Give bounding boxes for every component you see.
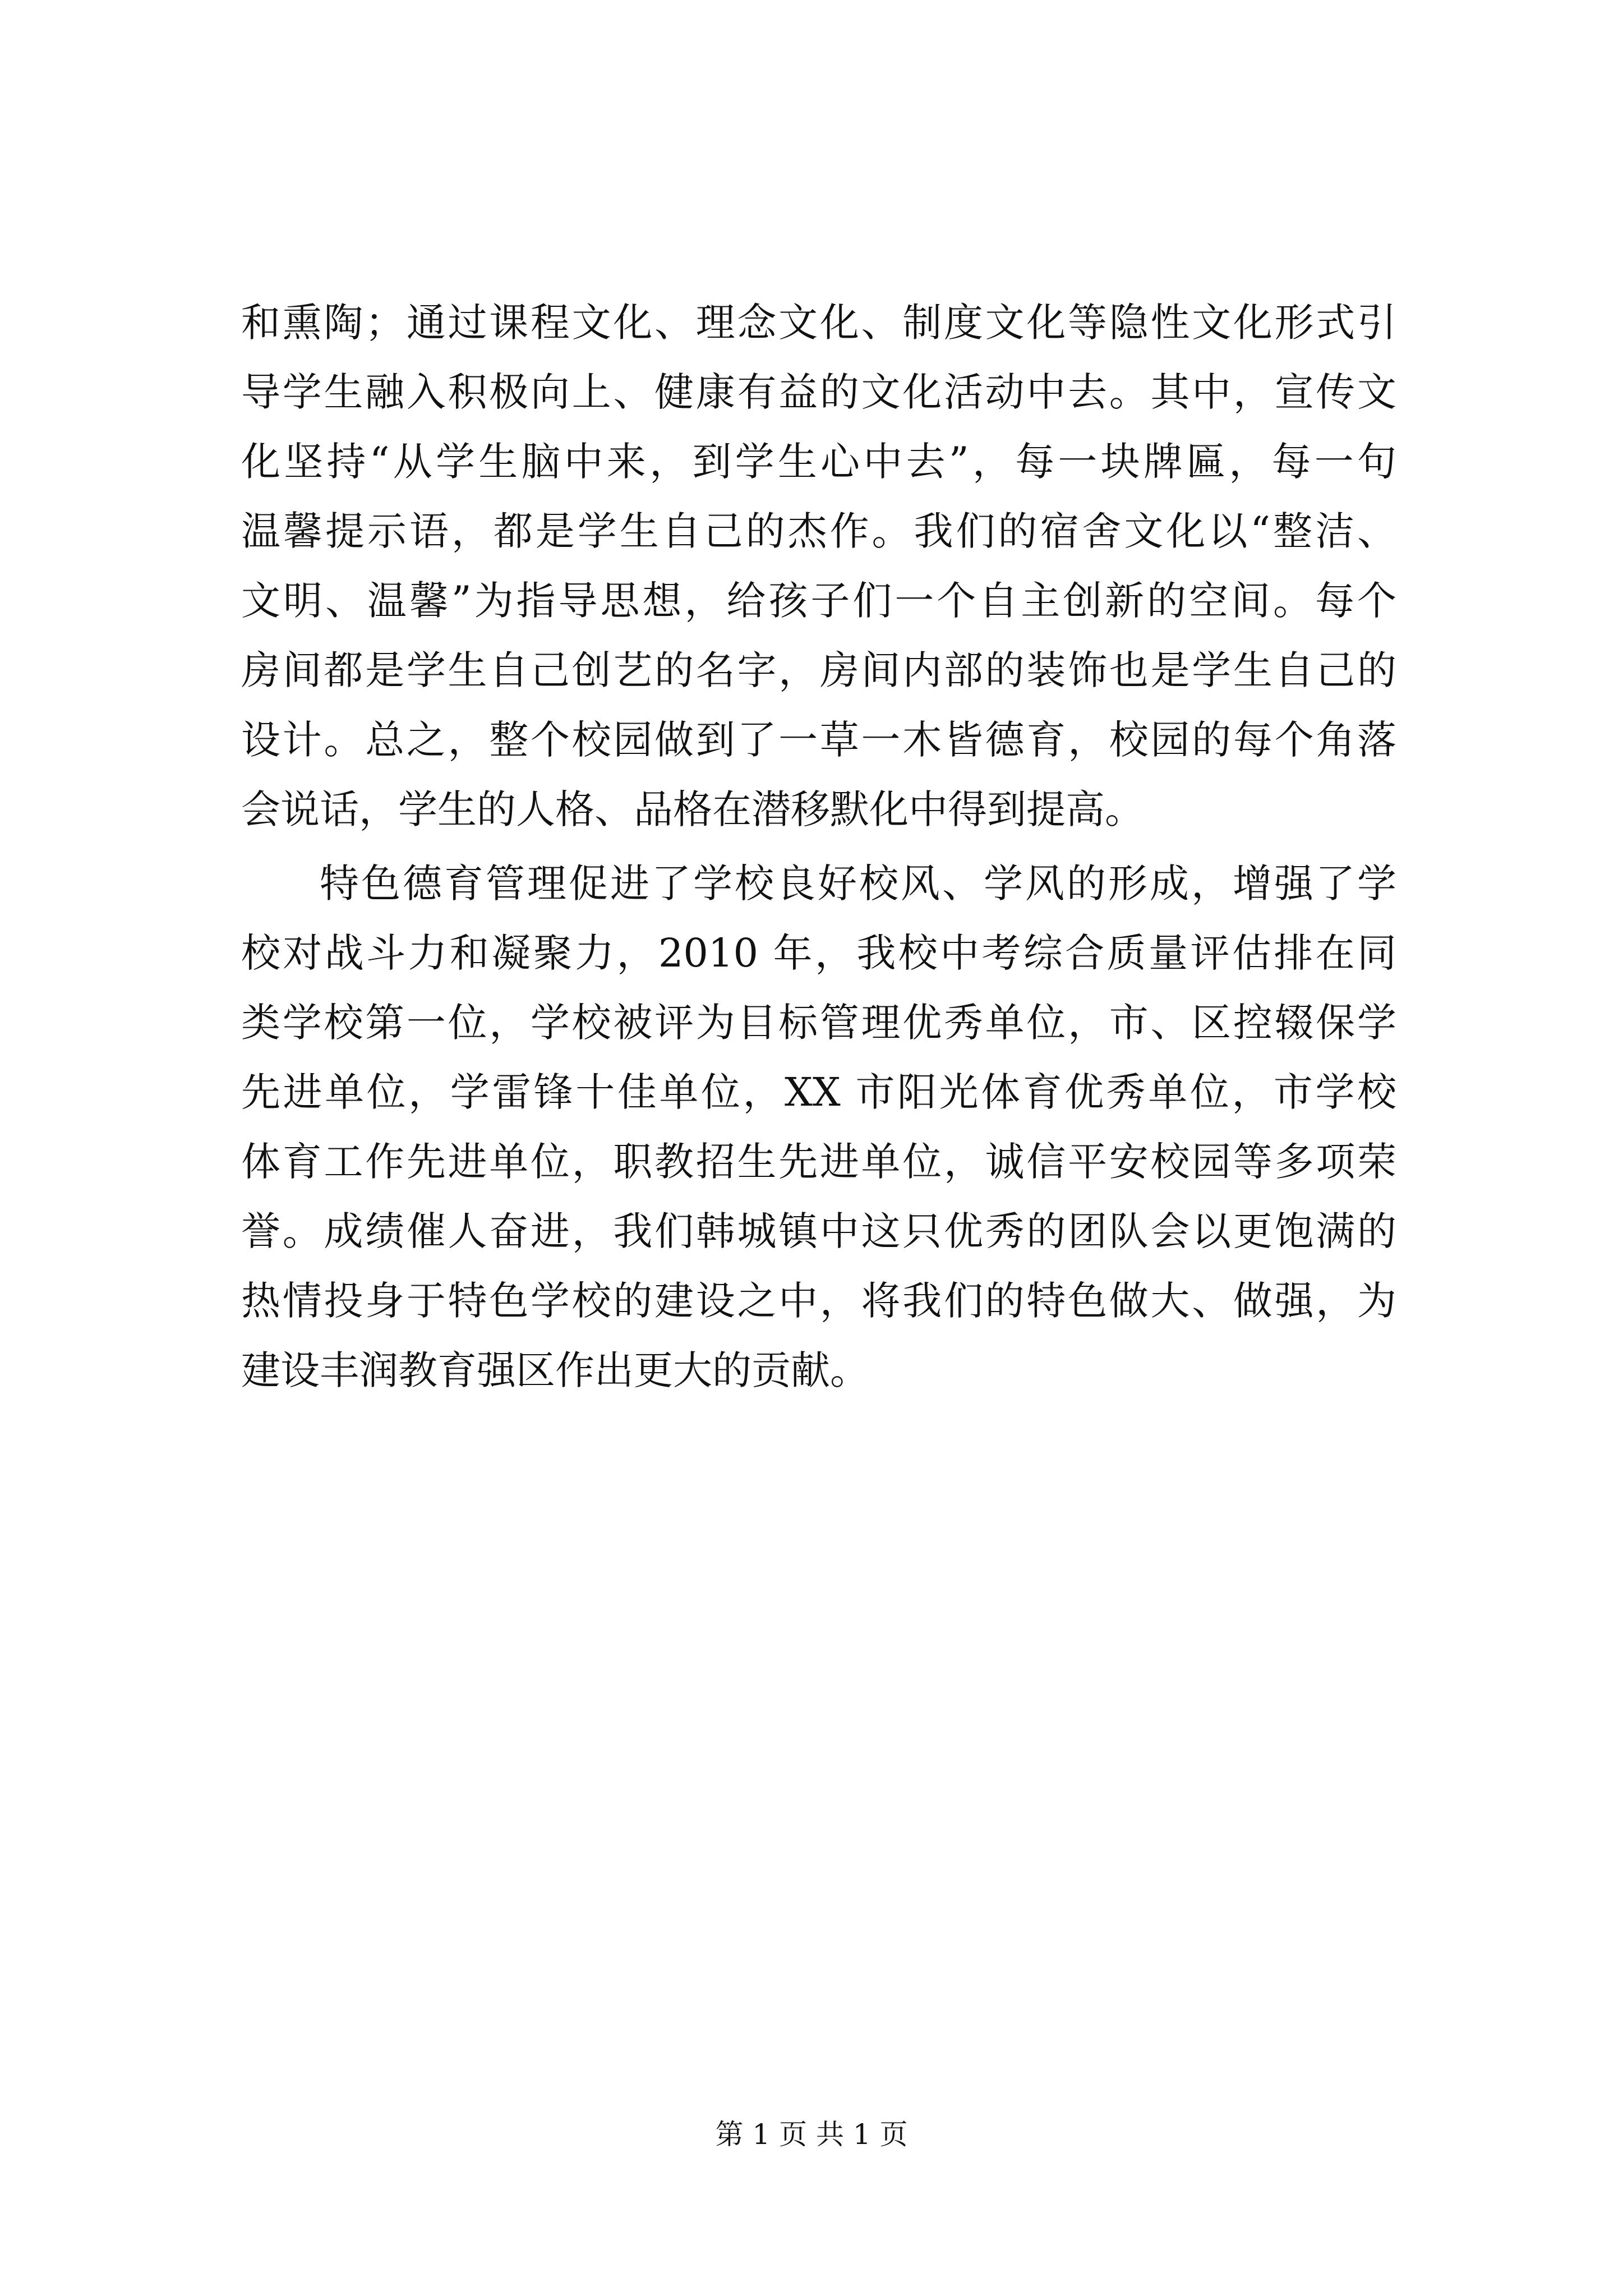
paragraph-2-line-4: 先进单位，学雷锋十佳单位，XX 市阳光体育优秀单位，市学校 [241,1069,1396,1115]
paragraph-2-line-7: 热情投身于特色学校的建设之中，将我们的特色做大、做强，为 [241,1278,1396,1324]
paragraph-2-line-8: 建设丰润教育强区作出更大的贡献。 [241,1347,869,1393]
paragraph-1-line-2: 导学生融入积极向上、健康有益的文化活动中去。其中，宣传文 [241,369,1396,415]
paragraph-2-line-5: 体育工作先进单位，职教招生先进单位，诚信平安校园等多项荣 [241,1139,1396,1185]
paragraph-1-line-1: 和熏陶；通过课程文化、理念文化、制度文化等隐性文化形式引 [241,300,1396,346]
paragraph-2-line-3: 类学校第一位，学校被评为目标管理优秀单位，市、区控辍保学 [241,1000,1396,1046]
paragraph-2-line-2: 校对战斗力和凝聚力，2010 年，我校中考综合质量评估排在同 [241,930,1396,976]
paragraph-1-line-8: 会说话，学生的人格、品格在潜移默化中得到提高。 [241,786,1144,832]
paragraph-1-line-6: 房间都是学生自己创艺的名字，房间内部的装饰也是学生自己的 [241,647,1396,693]
paragraph-1-line-7: 设计。总之，整个校园做到了一草一木皆德育，校园的每个角落 [241,717,1396,763]
paragraph-2-line-6: 誉。成绩催人奋进，我们韩城镇中这只优秀的团队会以更饱满的 [241,1208,1396,1254]
paragraph-1-line-5: 文明、温馨”为指导思想，给孩子们一个自主创新的空间。每个 [241,578,1396,624]
paragraph-1-line-3: 化坚持“从学生脑中来，到学生心中去”，每一块牌匾，每一句 [241,439,1396,485]
paragraph-2-line-1: 特色德育管理促进了学校良好校风、学风的形成，增强了学 [320,861,1396,907]
page-footer: 第 1 页 共 1 页 [715,2118,908,2151]
paragraph-1-line-4: 温馨提示语，都是学生自己的杰作。我们的宿舍文化以“整洁、 [241,508,1396,554]
